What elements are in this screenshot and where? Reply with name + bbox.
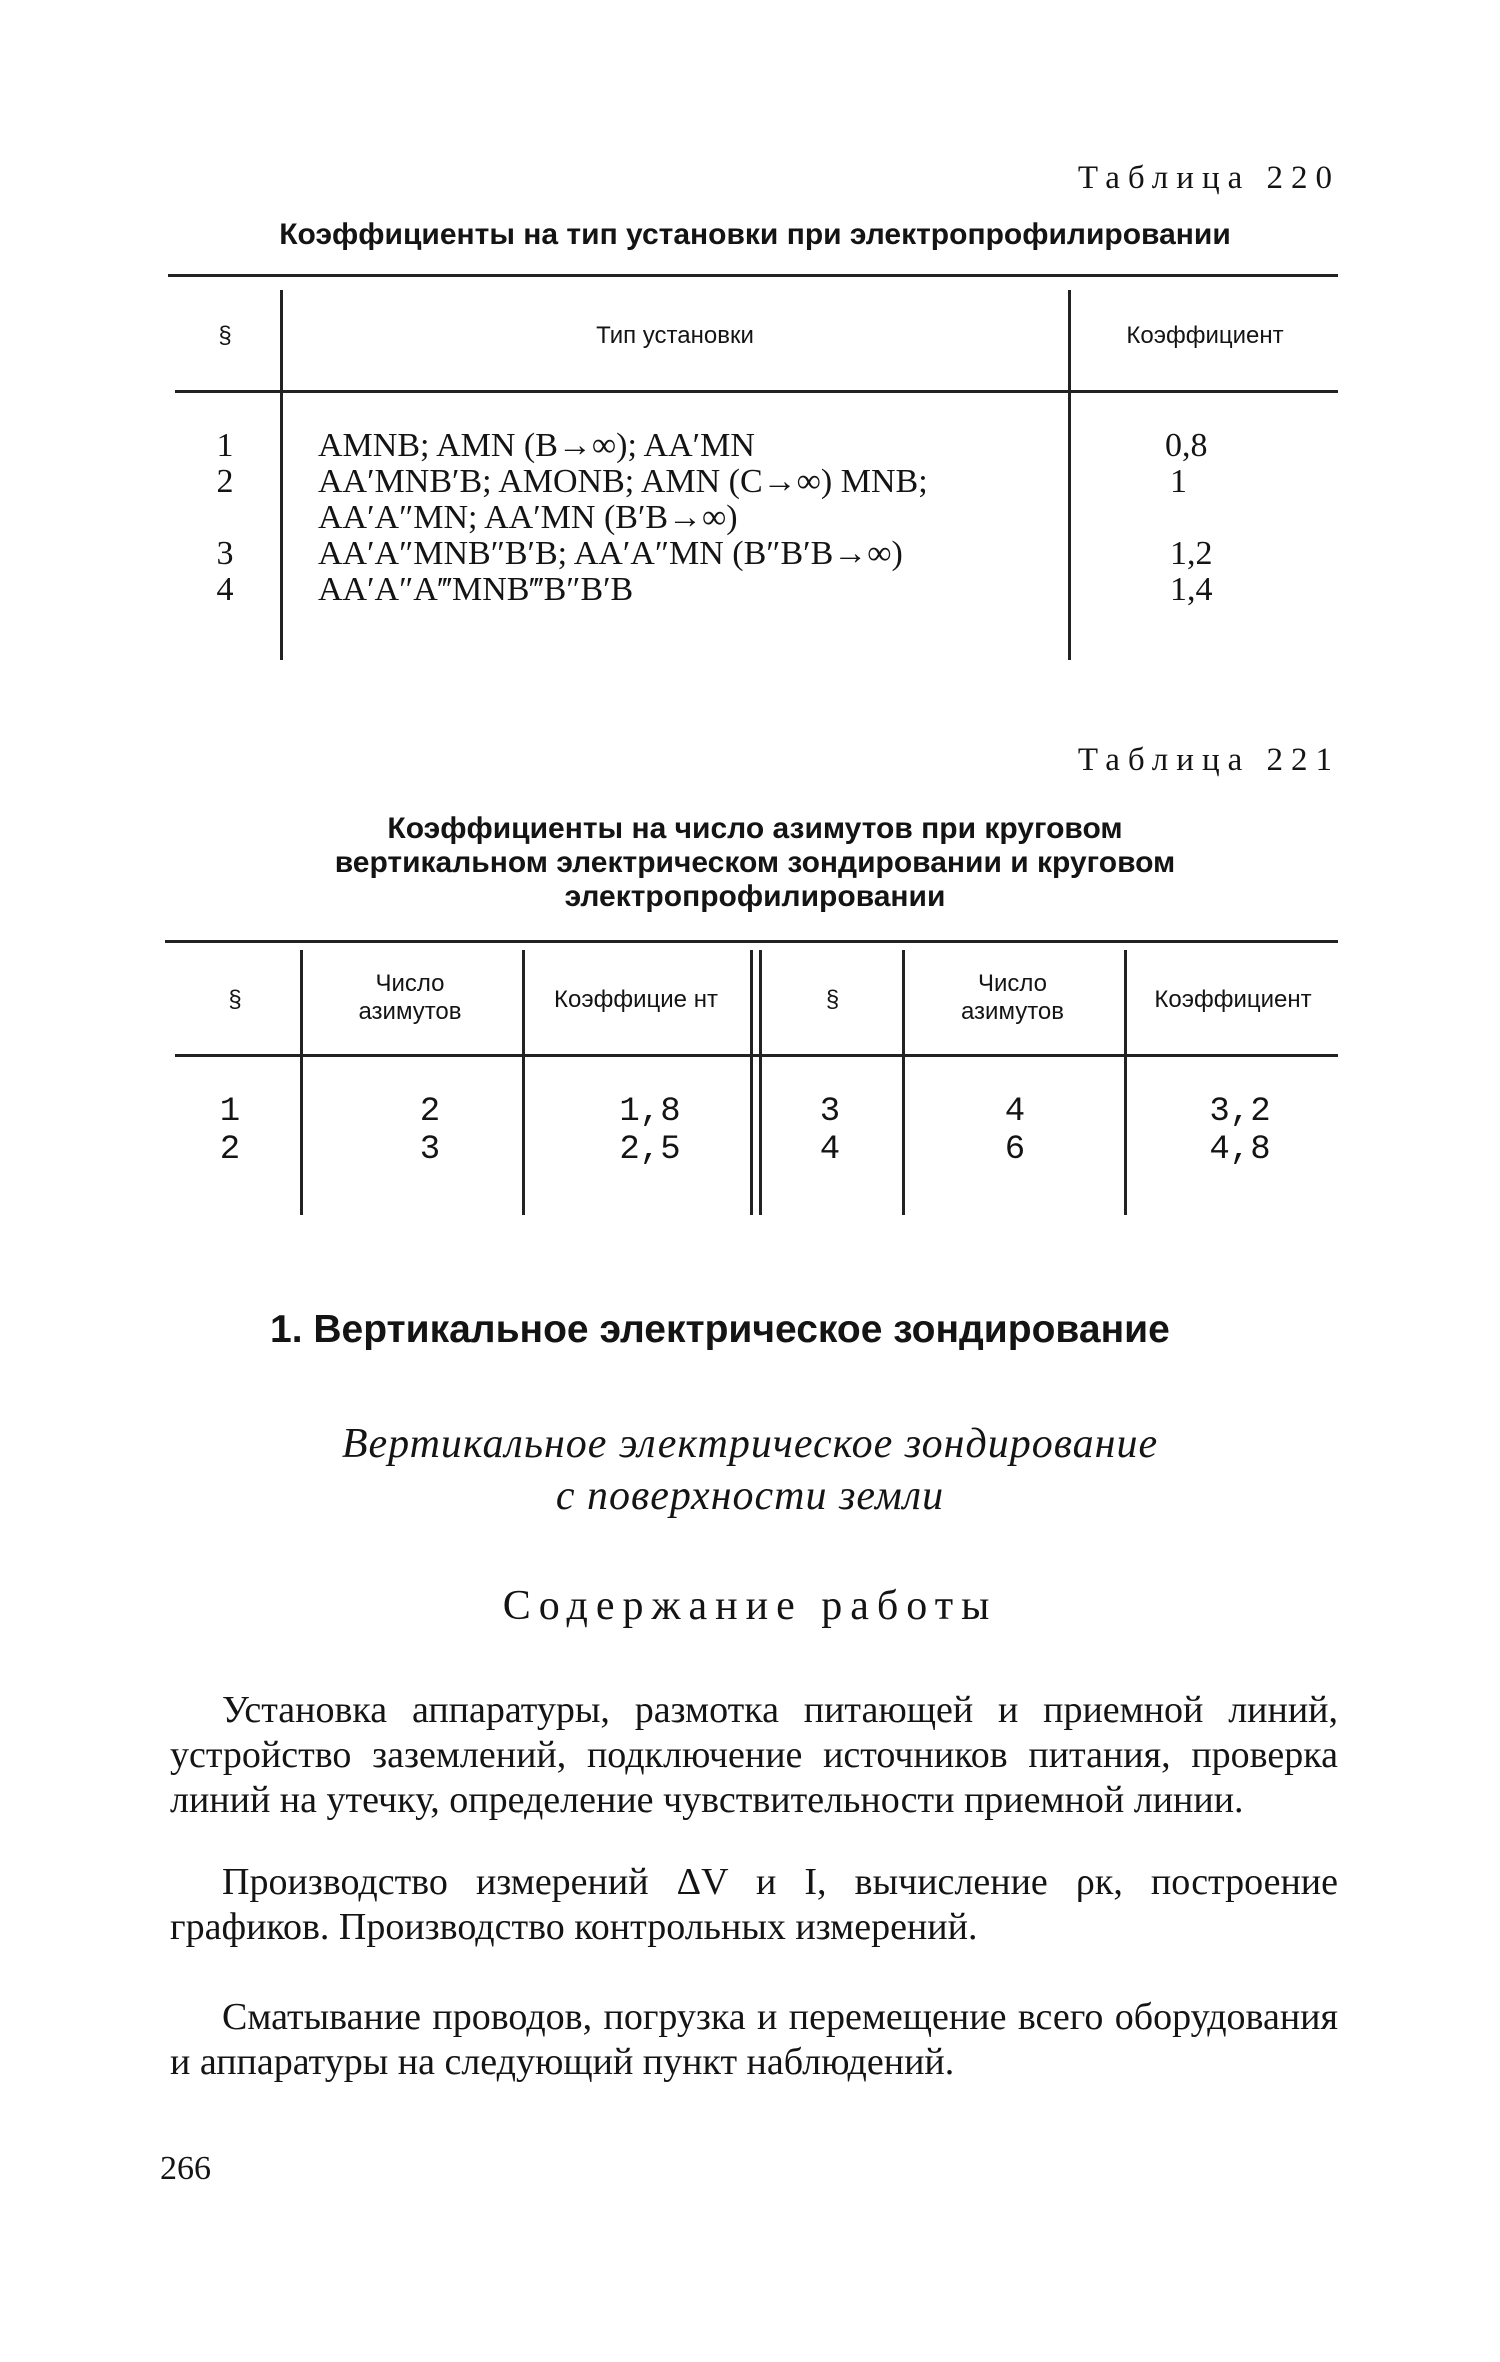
table-221-header-coef-right: Коэффициент [1154, 986, 1312, 1013]
table-220-col-divider-1 [280, 290, 283, 660]
table-221-title-line-3: электропрофилировании [564, 880, 946, 913]
table-220-row-1-coef: 0,8 [1165, 427, 1208, 464]
table-220-row-4-type: AA′A″A‴MNB‴B″B′B [318, 571, 634, 608]
table-221-header-azimuths-left-line1: Число [375, 970, 445, 997]
table-221-double-divider-b [759, 950, 762, 1215]
section-subheading [200, 1418, 1300, 1522]
paragraph-1: Установка аппаратуры, размотка питающей и приемной линий, устройство заземлений, подключение источников питания, проверка линий на утечку, определение чувствительности приемной линии. [170, 1689, 1338, 1821]
table-220-row-3-type: AA′A″MNB″B′B; AA′A″MN (B″B′B→∞) [318, 535, 903, 572]
table-221-header-rule [175, 1054, 1338, 1057]
table-220-row-1-num: 1 [216, 427, 234, 464]
table-221-header-section-right: § [825, 986, 840, 1013]
table-221-header-azimuths-right-line2: азимутов [960, 998, 1065, 1025]
table-221-double-divider-a [750, 950, 753, 1215]
table-221-header-azimuths-left [305, 970, 515, 1026]
table-221-col-divider-4 [1124, 950, 1127, 1215]
table-221-row-1-azimuths-left: 2 [419, 1093, 441, 1131]
page-number: 266 [160, 2150, 211, 2187]
table-221-row-2-section-left: 2 [219, 1131, 241, 1169]
table-221-row-2-coef-left: 2,5 [619, 1131, 681, 1169]
table-220-header-type: Тип установки [596, 322, 754, 349]
table-220-caption: Таблица 220 [1077, 160, 1340, 196]
table-221-header-azimuths-right [905, 970, 1120, 1026]
table-221-header-azimuths-right-line1: Число [977, 970, 1048, 997]
table-221-title [165, 812, 1345, 914]
section-heading: 1. Вертикальное электрическое зондирование [270, 1308, 1170, 1351]
table-221-col-divider-1 [300, 950, 303, 1215]
table-221-title-line-2: вертикальном электрическом зондировании и круговом [334, 846, 1176, 879]
table-220-header-rule [175, 390, 1338, 393]
table-221-title-line-1: Коэффициенты на число азимутов при круговом [387, 812, 1123, 845]
table-221-row-2-azimuths-left: 3 [419, 1131, 441, 1169]
table-221-row-2-azimuths-right: 6 [1004, 1131, 1026, 1169]
table-220-title: Коэффициенты на тип установки при электропрофилировании [279, 218, 1231, 251]
table-221-row-2-coef-right: 4,8 [1209, 1131, 1271, 1169]
content-heading: Содержание работы [502, 1583, 998, 1629]
table-220-row-1-type: AMNB; AMN (B→∞); AA′MN [318, 427, 755, 464]
table-220-row-3-num: 3 [216, 535, 234, 572]
table-221-row-1-section-left: 1 [219, 1093, 241, 1131]
table-220-top-rule [168, 274, 1338, 277]
table-220-row-4-coef: 1,4 [1170, 571, 1213, 608]
paragraph-3: Сматывание проводов, погрузка и перемещение всего оборудования и аппаратуры на следующий пункт наблюдений. [170, 1996, 1338, 2083]
paragraph-2: Производство измерений ΔV и I, вычисление ρк, построение графиков. Производство контрольных измерений. [170, 1861, 1338, 1948]
table-221-top-rule [165, 940, 1338, 943]
table-221-row-1-section-right: 3 [819, 1093, 841, 1131]
table-221-header-section-left: § [228, 986, 242, 1013]
table-221-row-1-azimuths-right: 4 [1004, 1093, 1026, 1131]
table-220-row-3-coef: 1,2 [1170, 535, 1213, 572]
table-221-header-coef-left: Коэффицие нт [554, 986, 718, 1013]
table-220-header-section: § [218, 322, 232, 349]
section-subheading-line-2: с поверхности земли [555, 1473, 945, 1519]
table-220-row-4-num: 4 [216, 571, 234, 608]
table-220-header-coef: Коэффициент [1126, 322, 1284, 349]
table-221-caption: Таблица 221 [1077, 742, 1340, 778]
table-220-col-divider-2 [1068, 290, 1071, 660]
section-subheading-line-1: Вертикальное электрическое зондирование [341, 1421, 1159, 1467]
table-220-row-2-num: 2 [216, 463, 234, 500]
table-221-header-azimuths-left-line2: азимутов [358, 998, 462, 1025]
table-221-row-2-section-right: 4 [819, 1131, 841, 1169]
table-220-row-2-coef: 1 [1170, 463, 1187, 500]
table-221-row-1-coef-left: 1,8 [619, 1093, 681, 1131]
table-220-row-2b-type: AA′A″MN; AA′MN (B′B→∞) [318, 499, 738, 536]
table-220-row-2-type: AA′MNB′B; AMONB; AMN (C→∞) MNB; [318, 463, 928, 500]
table-221-row-1-coef-right: 3,2 [1209, 1093, 1271, 1131]
